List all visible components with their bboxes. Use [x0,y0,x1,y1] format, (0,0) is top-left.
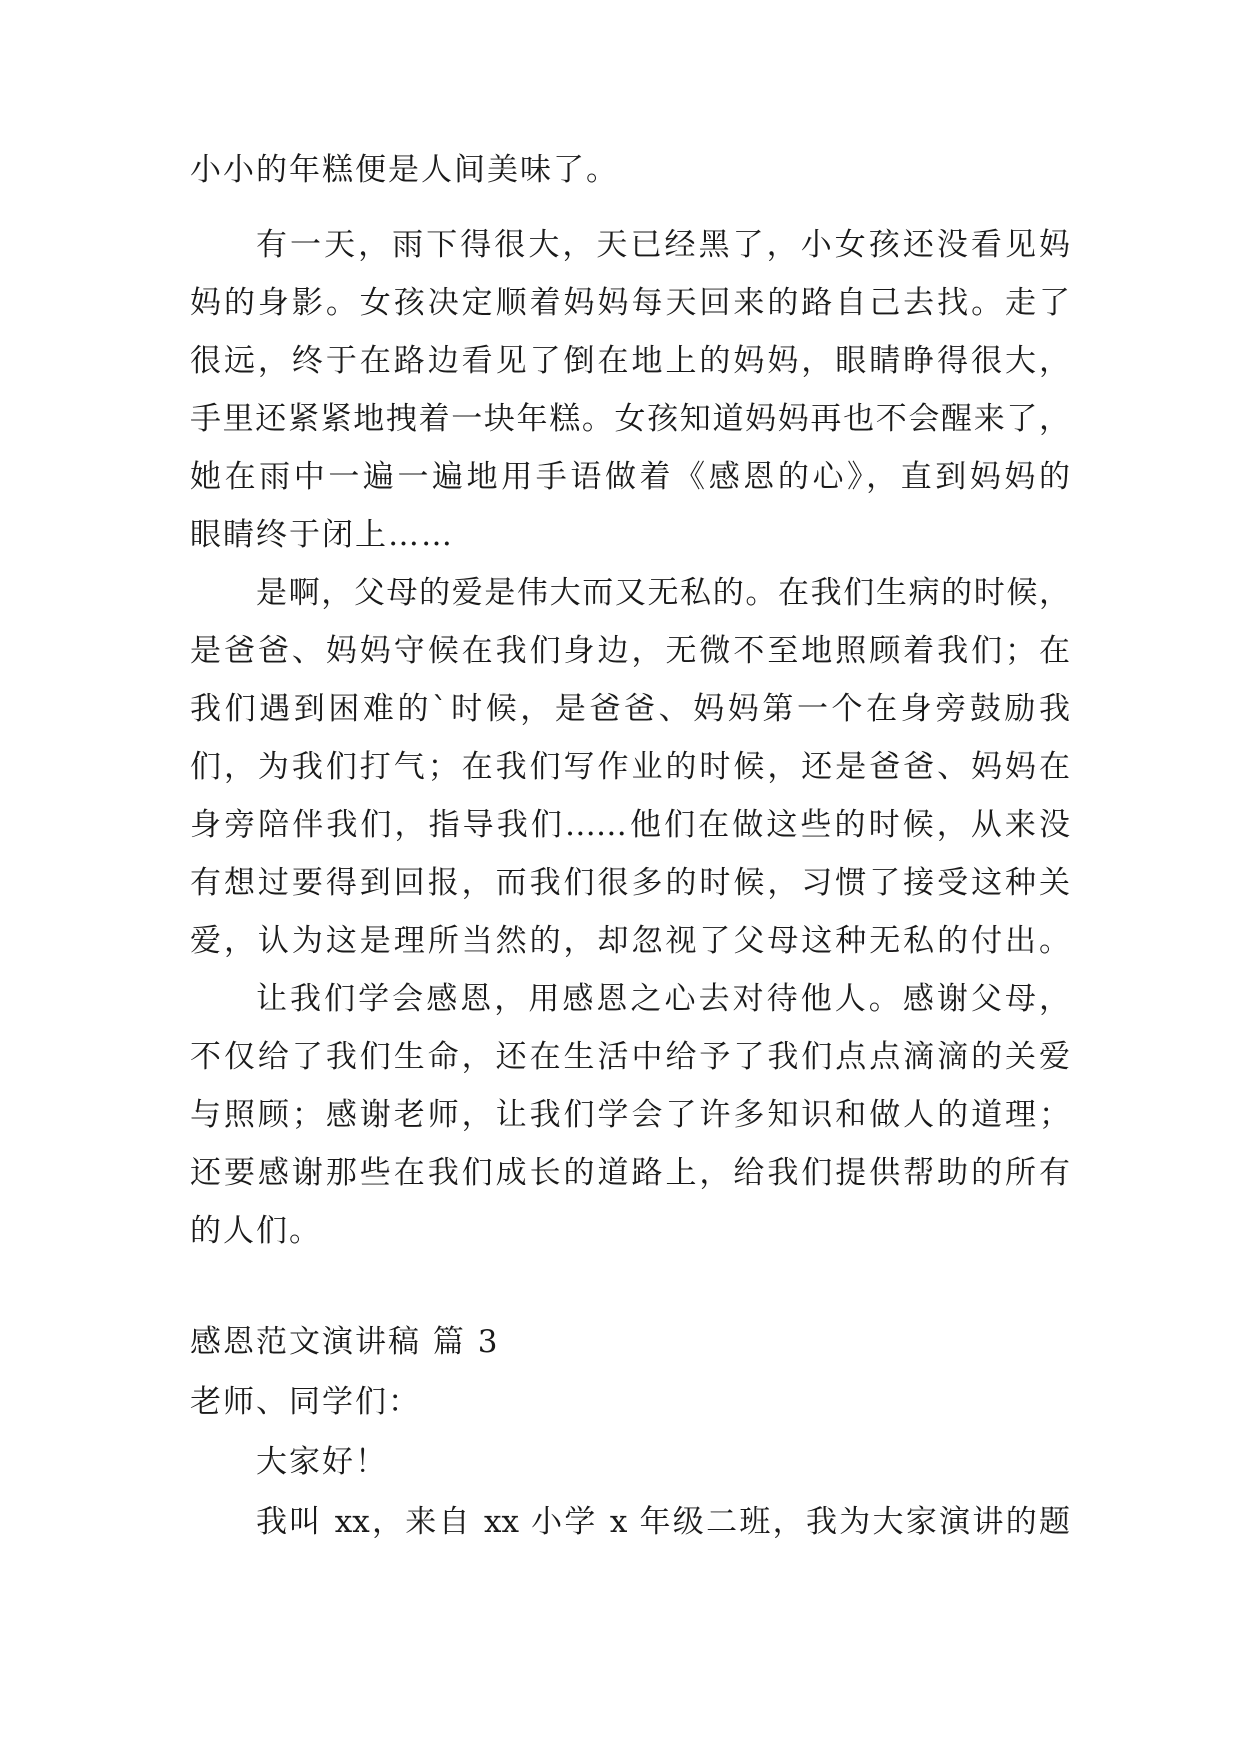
paragraph-line: 小小的年糕便是人间美味了。 [190,152,619,188]
paragraph-line: 是爸爸、妈妈守候在我们身边，无微不至地照顾着我们；在 [190,633,1070,669]
paragraph-line: 她在雨中一遍一遍地用手语做着《感恩的心》，直到妈妈的 [190,459,1070,495]
paragraph-line: 我们遇到困难的`时候，是爸爸、妈妈第一个在身旁鼓励我 [190,691,1070,727]
greeting: 大家好！ [256,1444,388,1480]
paragraph-line: 与照顾；感谢老师，让我们学会了许多知识和做人的道理； [190,1097,1070,1133]
paragraph-line: 有一天，雨下得很大，天已经黑了，小女孩还没看见妈 [256,227,1070,263]
paragraph-line: 是啊，父母的爱是伟大而又无私的。在我们生病的时候， [256,575,1070,611]
paragraph-line: 身旁陪伴我们，指导我们……他们在做这些的时候，从来没 [190,807,1070,843]
section-heading: 感恩范文演讲稿 篇 3 [190,1324,500,1360]
paragraph-line: 眼睛终于闭上…… [190,517,454,553]
paragraph-line: 爱，认为这是理所当然的，却忽视了父母这种无私的付出。 [190,923,1070,959]
paragraph-line: 我叫 xx，来自 xx 小学 x 年级二班，我为大家演讲的题 [256,1504,1070,1540]
paragraph-line: 不仅给了我们生命，还在生活中给予了我们点点滴滴的关爱 [190,1039,1070,1075]
paragraph-line: 手里还紧紧地拽着一块年糕。女孩知道妈妈再也不会醒来了， [190,401,1070,437]
paragraph-line: 让我们学会感恩，用感恩之心去对待他人。感谢父母， [256,981,1070,1017]
paragraph-line: 有想过要得到回报，而我们很多的时候，习惯了接受这种关 [190,865,1070,901]
salutation: 老师、同学们： [190,1384,421,1420]
paragraph-line: 还要感谢那些在我们成长的道路上，给我们提供帮助的所有 [190,1155,1070,1191]
paragraph-line: 很远，终于在路边看见了倒在地上的妈妈，眼睛睁得很大， [190,343,1070,379]
paragraph-line: 们，为我们打气；在我们写作业的时候，还是爸爸、妈妈在 [190,749,1070,785]
paragraph-line: 妈的身影。女孩决定顺着妈妈每天回来的路自己去找。走了 [190,285,1070,321]
paragraph-line: 的人们。 [190,1213,322,1249]
